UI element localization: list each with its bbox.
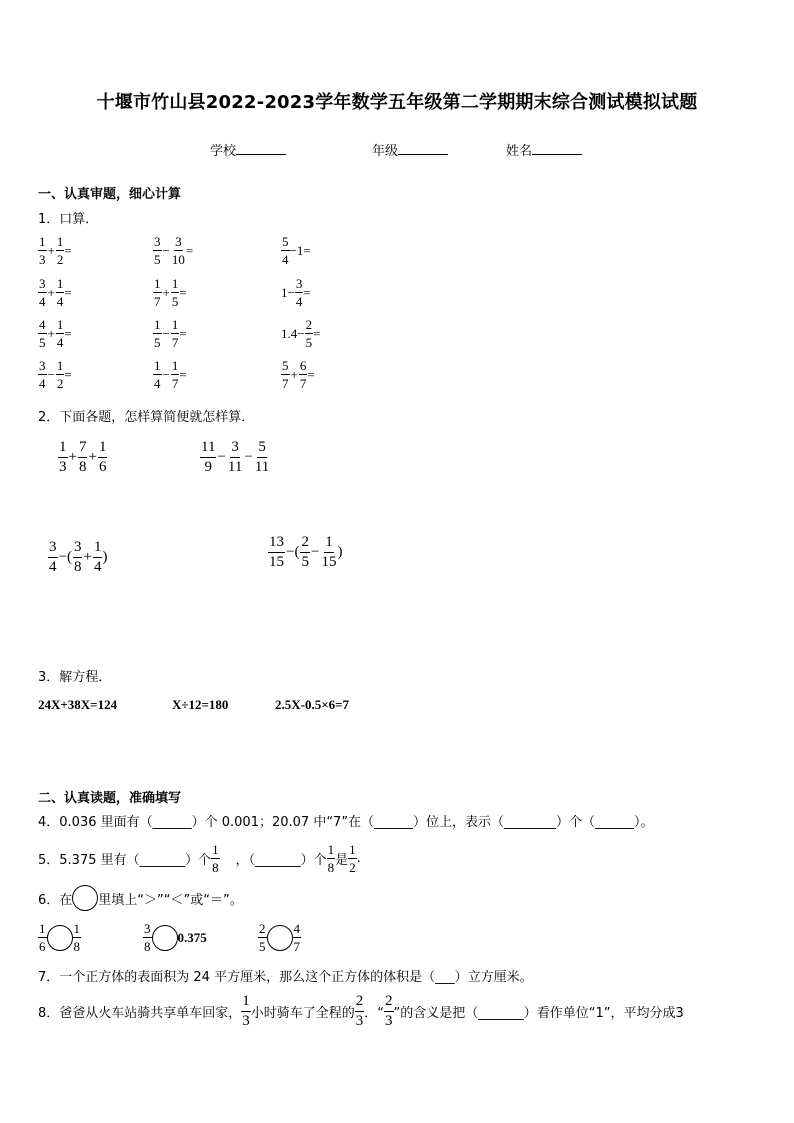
oral-calc-r2c3: 1− $\frac{3}{4}$ = [281, 276, 311, 309]
name-label: 姓名 [506, 144, 533, 159]
grade-blank[interactable] [398, 141, 448, 155]
fraction-1-2: $\frac{1}{2}$ [349, 842, 356, 875]
oral-calc-r1c1: $\frac{1}{3}$ + $\frac{1}{2}$ = [39, 234, 72, 267]
oral-calc-r3c3: 1.4− $\frac{2}{5}$ = [281, 317, 321, 350]
equation-2: X÷12=180 [172, 697, 229, 712]
oral-calc-r1c2: $\frac{3}{5}$ − $\frac{3}{10}$ = [154, 234, 194, 267]
fraction-2-3b: $\frac{2}{3}$ [385, 993, 393, 1029]
compare-circle-example [72, 885, 98, 911]
question-4: 4．0.036 里面有（______）个 0.001；20.07 中“7”在（______）位上，表示（________）个（______）。 [38, 815, 654, 830]
oral-calc-r4c2: $\frac{1}{4}$ − $\frac{1}{7}$ = [154, 358, 187, 391]
grade-label: 年级 [372, 144, 399, 159]
fraction-1-3: $\frac{1}{3}$ [242, 993, 250, 1029]
compare-circle-2[interactable] [152, 925, 178, 951]
section-1-heading: 一、认真审题，细心计算 [38, 187, 182, 202]
compare-circle-3[interactable] [267, 925, 293, 951]
fraction-2-3: $\frac{2}{3}$ [355, 993, 364, 1029]
fraction-1-8b: $\frac{1}{8}$ [327, 842, 335, 875]
question-8: 8．爸爸从火车站骑共享单车回家， $\frac{1}{3}$ 小时骑车了全程的 $\frac{2}{3}$ ．“ $\frac{2}{3}$ ”的含义是把（_______）看作单位“1”，平均分成3 [38, 993, 684, 1029]
oral-calc-r2c1: $\frac{3}{4}$ + $\frac{1}{4}$ = [39, 276, 72, 309]
school-blank[interactable] [236, 141, 286, 155]
simplify-expr-4: $\frac{13}{15}$ −( $\frac{2}{5}$ − $\frac{1}{15}$ ) [269, 534, 343, 570]
question-1-label: 1．口算． [38, 212, 99, 227]
oral-calc-r4c1: $\frac{3}{4}$ − $\frac{1}{2}$ = [39, 358, 72, 391]
oral-calc-r4c3: $\frac{5}{7}$ + $\frac{6}{7}$ = [282, 358, 315, 391]
question-2-label: 2．下面各题，怎样算简便就怎样算． [38, 410, 255, 425]
compare-item-3: $\frac{2}{5}$ $\frac{4}{7}$ [259, 921, 300, 954]
equation-1: 24X+38X=124 [38, 697, 118, 712]
name-field [506, 140, 582, 159]
oral-calc-r3c1: $\frac{4}{5}$ + $\frac{1}{4}$ = [39, 317, 72, 350]
section-2-heading: 二、认真读题，准确填写 [38, 791, 182, 806]
simplify-expr-2: $\frac{11}{9}$ − $\frac{3}{11}$ − $\frac{5}{11}$ [201, 439, 270, 475]
school-field [210, 140, 286, 159]
oral-calc-r2c2: $\frac{1}{7}$ + $\frac{1}{5}$ = [154, 276, 187, 309]
question-6: 6．在 里填上“＞”“＜”或“＝”。 [38, 885, 243, 911]
name-blank[interactable] [532, 141, 582, 155]
question-3-label: 3．解方程． [38, 670, 112, 685]
fraction-1-8: $\frac{1}{8}$ [212, 842, 219, 875]
compare-circle-1[interactable] [47, 925, 73, 951]
page-title: 十堰市竹山县2022-2023学年数学五年级第二学期期末综合测试模拟试题 [96, 92, 698, 113]
question-5: 5．5.375 里有（_______）个 $\frac{1}{8}$ ，（_______）个 $\frac{1}{8}$ 是 $\frac{1}{2}$ . [38, 842, 361, 875]
school-label: 学校 [210, 144, 237, 159]
simplify-expr-1: $\frac{1}{3}$ + $\frac{7}{8}$ + $\frac{1}{6}$ [59, 439, 107, 475]
equation-3: 2.5X-0.5×6=7 [275, 697, 350, 712]
question-7: 7．一个正方体的表面积为 24 平方厘米，那么这个正方体的体积是（___）立方厘米。 [38, 970, 533, 985]
grade-field [372, 140, 448, 159]
oral-calc-r3c2: $\frac{1}{5}$ − $\frac{1}{7}$ = [154, 317, 187, 350]
simplify-expr-3: $\frac{3}{4}$ −( $\frac{3}{8}$ + $\frac{1}{4}$ ) [49, 539, 108, 575]
oral-calc-r1c3: $\frac{5}{4}$ −1= [282, 234, 311, 267]
compare-item-1: $\frac{1}{6}$ $\frac{1}{8}$ [39, 921, 80, 954]
compare-item-2: $\frac{3}{8}$ 0.375 [144, 921, 207, 954]
